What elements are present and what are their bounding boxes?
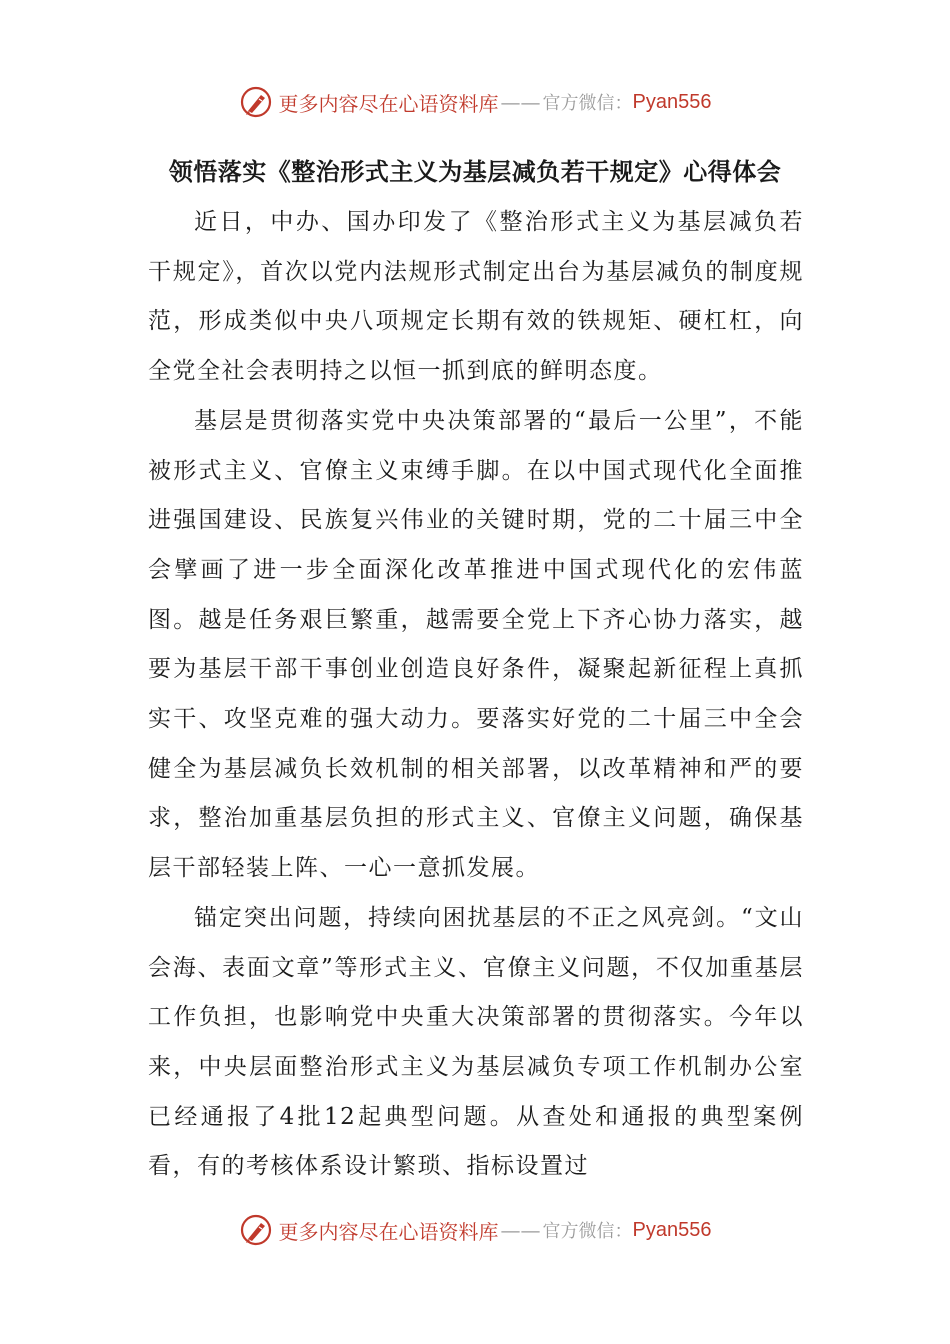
watermark-brand: 更多内容尽在心语资料库: [278, 1219, 499, 1244]
pen-nib-logo-icon: [239, 85, 273, 119]
paragraph-3: 锚定突出问题，持续向困扰基层的不正之风亮剑。“文山会海、表面文章”等形式主义、官僚主义问题，不仅加重基层工作负担，也影响党中央重大决策部署的贯彻落实。今年以来，中央层面整治形式主义为基层减负专项工作机制办公室已经通报了4批12起典型问题。从查处和通报的典型案例看，有的考核体系设计繁琐、指标设置过: [148, 904, 804, 1180]
paragraph-2: 基层是贯彻落实党中央决策部署的“最后一公里”，不能被形式主义、官僚主义束缚手脚。在以中国式现代化全面推进强国建设、民族复兴伟业的关键时期，党的二十届三中全会擘画了进一步全面深化改革推进中国式现代化的宏伟蓝图。越是任务艰巨繁重，越需要全党上下齐心协力落实，越要为基层干部干事创业创造良好条件，凝聚起新征程上真抓实干、攻坚克难的强大动力。要落实好党的二十届三中全会健全为基层减负长效机制的相关部署，以改革精神和严的要求，整治加重基层负担的形式主义、官僚主义问题，确保基层干部轻装上阵、一心一意抓发展。: [148, 407, 804, 882]
footer-watermark: [0, 1210, 950, 1250]
document-title: 领悟落实《整治形式主义为基层减负若干规定》心得体会: [168, 158, 782, 186]
watermark-label: 官方微信：: [542, 93, 633, 114]
watermark-wechat-id: Pyan556: [632, 90, 712, 113]
watermark-separator: ——: [500, 90, 541, 114]
watermark-separator: ——: [500, 1218, 541, 1242]
pen-nib-logo-icon: [239, 1213, 273, 1247]
document-body: [148, 198, 804, 1192]
header-watermark: [0, 82, 950, 122]
watermark-wechat-id: Pyan556: [632, 1218, 712, 1241]
watermark-brand: 更多内容尽在心语资料库: [278, 91, 499, 116]
watermark-label: 官方微信：: [542, 1221, 633, 1242]
paragraph-1: 近日，中办、国办印发了《整治形式主义为基层减负若干规定》，首次以党内法规形式制定出台为基层减负的制度规范，形成类似中央八项规定长期有效的铁规矩、硬杠杠，向全党全社会表明持之以恒一抓到底的鲜明态度。: [148, 209, 804, 385]
